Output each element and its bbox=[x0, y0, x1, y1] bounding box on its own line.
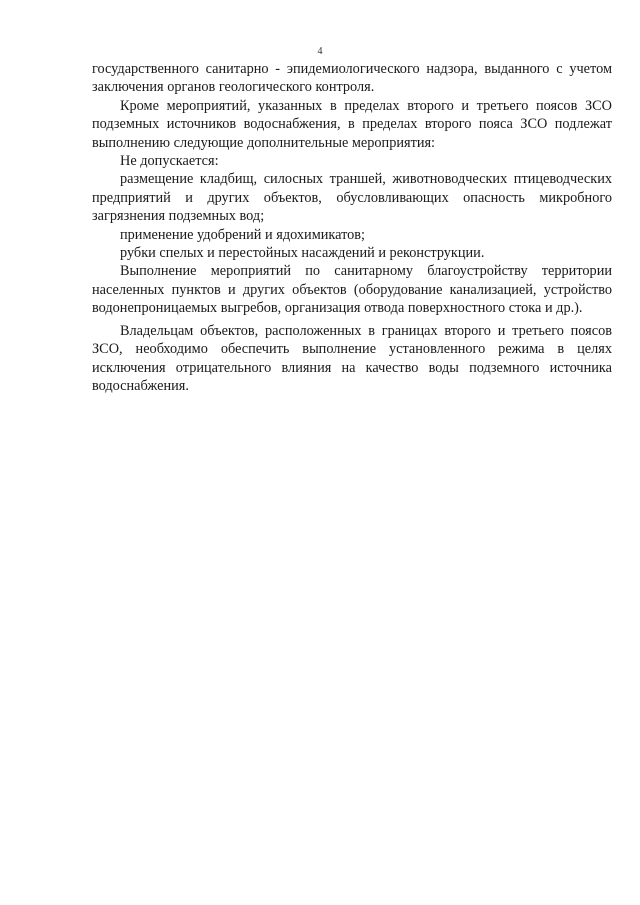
paragraph-owners-obligation: Владельцам объектов, расположенных в границах второго и третьего поясов ЗСО, необходимо обеспечить выполнение установленного режима в целях исключения отрицательного влияния на качество воды подземного источника водоснабжения. bbox=[92, 322, 612, 394]
document-body bbox=[92, 60, 612, 395]
page-number: 4 bbox=[317, 46, 323, 57]
paragraph-logging-ban: рубки спелых и перестойных насаждений и реконструкции. bbox=[120, 245, 485, 262]
paragraph-fertilizer-ban: применение удобрений и ядохимикатов; bbox=[120, 226, 366, 243]
paragraph-additional-measures: Кроме мероприятий, указанных в пределах второго и третьего поясов ЗСО подземных источников водоснабжения, в пределах второго пояса ЗСО подлежат выполнению следующие дополнительные мероприятия: bbox=[92, 97, 612, 151]
paragraph-sanitary-improvement: Выполнение мероприятий по санитарному благоустройству территории населенных пунктов и других объектов (оборудование канализацией, устройство водонепроницаемых выгребов, организация отвода поверхностного стока и др.). bbox=[92, 263, 612, 317]
paragraph-not-allowed-heading: Не допускается: bbox=[120, 153, 219, 170]
paragraph-continuation: государственного санитарно - эпидемиологического надзора, выданного с учетом заключения органов геологического контроля. bbox=[92, 61, 612, 96]
paragraph-placement-ban: размещение кладбищ, силосных траншей, животноводческих птицеводческих предприятий и других объектов, обусловливающих опасность микробного загрязнения подземных вод; bbox=[92, 171, 612, 225]
